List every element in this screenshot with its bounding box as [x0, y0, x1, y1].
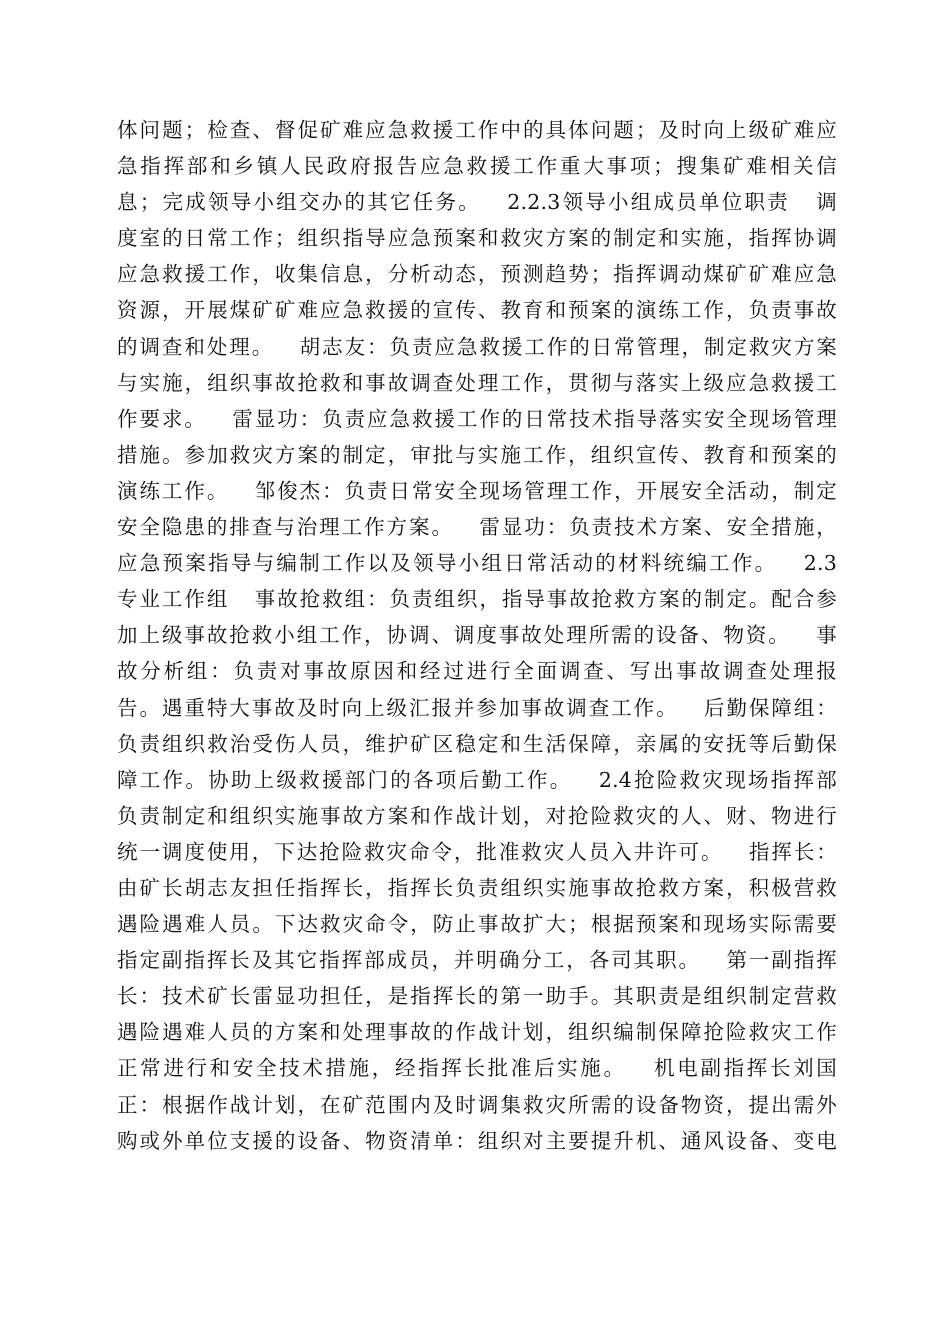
text-line: 息；完成领导小组交办的其它任务。 2.2.3领导小组成员单位职责 调 — [117, 190, 837, 215]
text-line: 告。遇重特大事故及时向上级汇报并参加事故调查工作。 后勤保障组： — [117, 695, 837, 720]
text-line: 的调查和处理。 胡志友：负责应急救援工作的日常管理，制定救灾方案 — [117, 334, 837, 359]
text-line: 故分析组：负责对事故原因和经过进行全面调查、写出事故调查处理报 — [117, 659, 837, 684]
text-line: 购或外单位支援的设备、物资清单：组织对主要提升机、通风设备、变电 — [117, 1128, 837, 1153]
text-line: 正：根据作战计划，在矿范围内及时调集救灾所需的设备物资，提出需外 — [117, 1092, 837, 1117]
text-line: 措施。参加救灾方案的制定，审批与实施工作，组织宣传、教育和预案的 — [117, 442, 837, 467]
text-line: 与实施，组织事故抢救和事故调查处理工作，贯彻与落实上级应急救援工 — [117, 370, 837, 395]
text-line: 专业工作组 事故抢救组：负责组织，指导事故抢救方案的制定。配合参 — [117, 587, 837, 612]
text-line: 正常进行和安全技术措施，经指挥长批准后实施。 机电副指挥长刘国 — [117, 1056, 837, 1081]
text-line: 遇险遇难人员的方案和处理事故的作战计划，组织编制保障抢险救灾工作 — [117, 1020, 837, 1045]
text-line: 应急预案指导与编制工作以及领导小组日常活动的材料统编工作。 2.3 — [117, 551, 837, 576]
text-line: 统一调度使用，下达抢险救灾命令，批准救灾人员入井许可。 指挥长： — [117, 839, 837, 864]
text-line: 演练工作。 邹俊杰：负责日常安全现场管理工作，开展安全活动，制定 — [117, 478, 837, 503]
text-line: 体问题；检查、督促矿难应急救援工作中的具体问题；及时向上级矿难应 — [117, 118, 837, 142]
text-line: 指定副指挥长及其它指挥部成员，并明确分工，各司其职。 第一副指挥 — [117, 948, 837, 973]
body-text — [117, 112, 837, 1159]
text-line: 作要求。 雷显功：负责应急救援工作的日常技术指导落实安全现场管理 — [117, 406, 837, 431]
text-line: 应急救援工作，收集信息，分析动态，预测趋势；指挥调动煤矿矿难应急 — [117, 262, 837, 287]
text-line: 加上级事故抢救小组工作，协调、调度事故处理所需的设备、物资。 事 — [117, 623, 837, 648]
text-line: 负责制定和组织实施事故方案和作战计划，对抢险救灾的人、财、物进行 — [117, 803, 837, 828]
text-line: 负责组织救治受伤人员，维护矿区稳定和生活保障，亲属的安抚等后勤保 — [117, 731, 837, 756]
text-line: 安全隐患的排查与治理工作方案。 雷显功：负责技术方案、安全措施， — [117, 515, 837, 540]
text-line: 障工作。协助上级救援部门的各项后勤工作。 2.4抢险救灾现场指挥部 — [117, 767, 837, 792]
text-line: 长：技术矿长雷显功担任，是指挥长的第一助手。其职责是组织制定营救 — [117, 984, 837, 1009]
text-line: 急指挥部和乡镇人民政府报告应急救援工作重大事项；搜集矿难相关信 — [117, 154, 837, 179]
text-line: 遇险遇难人员。下达救灾命令，防止事故扩大；根据预案和现场实际需要 — [117, 912, 837, 937]
text-line: 由矿长胡志友担任指挥长，指挥长负责组织实施事故抢救方案，积极营救 — [117, 875, 837, 900]
text-line: 度室的日常工作；组织指导应急预案和救灾方案的制定和实施，指挥协调 — [117, 226, 837, 251]
text-line: 资源，开展煤矿矿难应急救援的宣传、教育和预案的演练工作，负责事故 — [117, 298, 837, 323]
